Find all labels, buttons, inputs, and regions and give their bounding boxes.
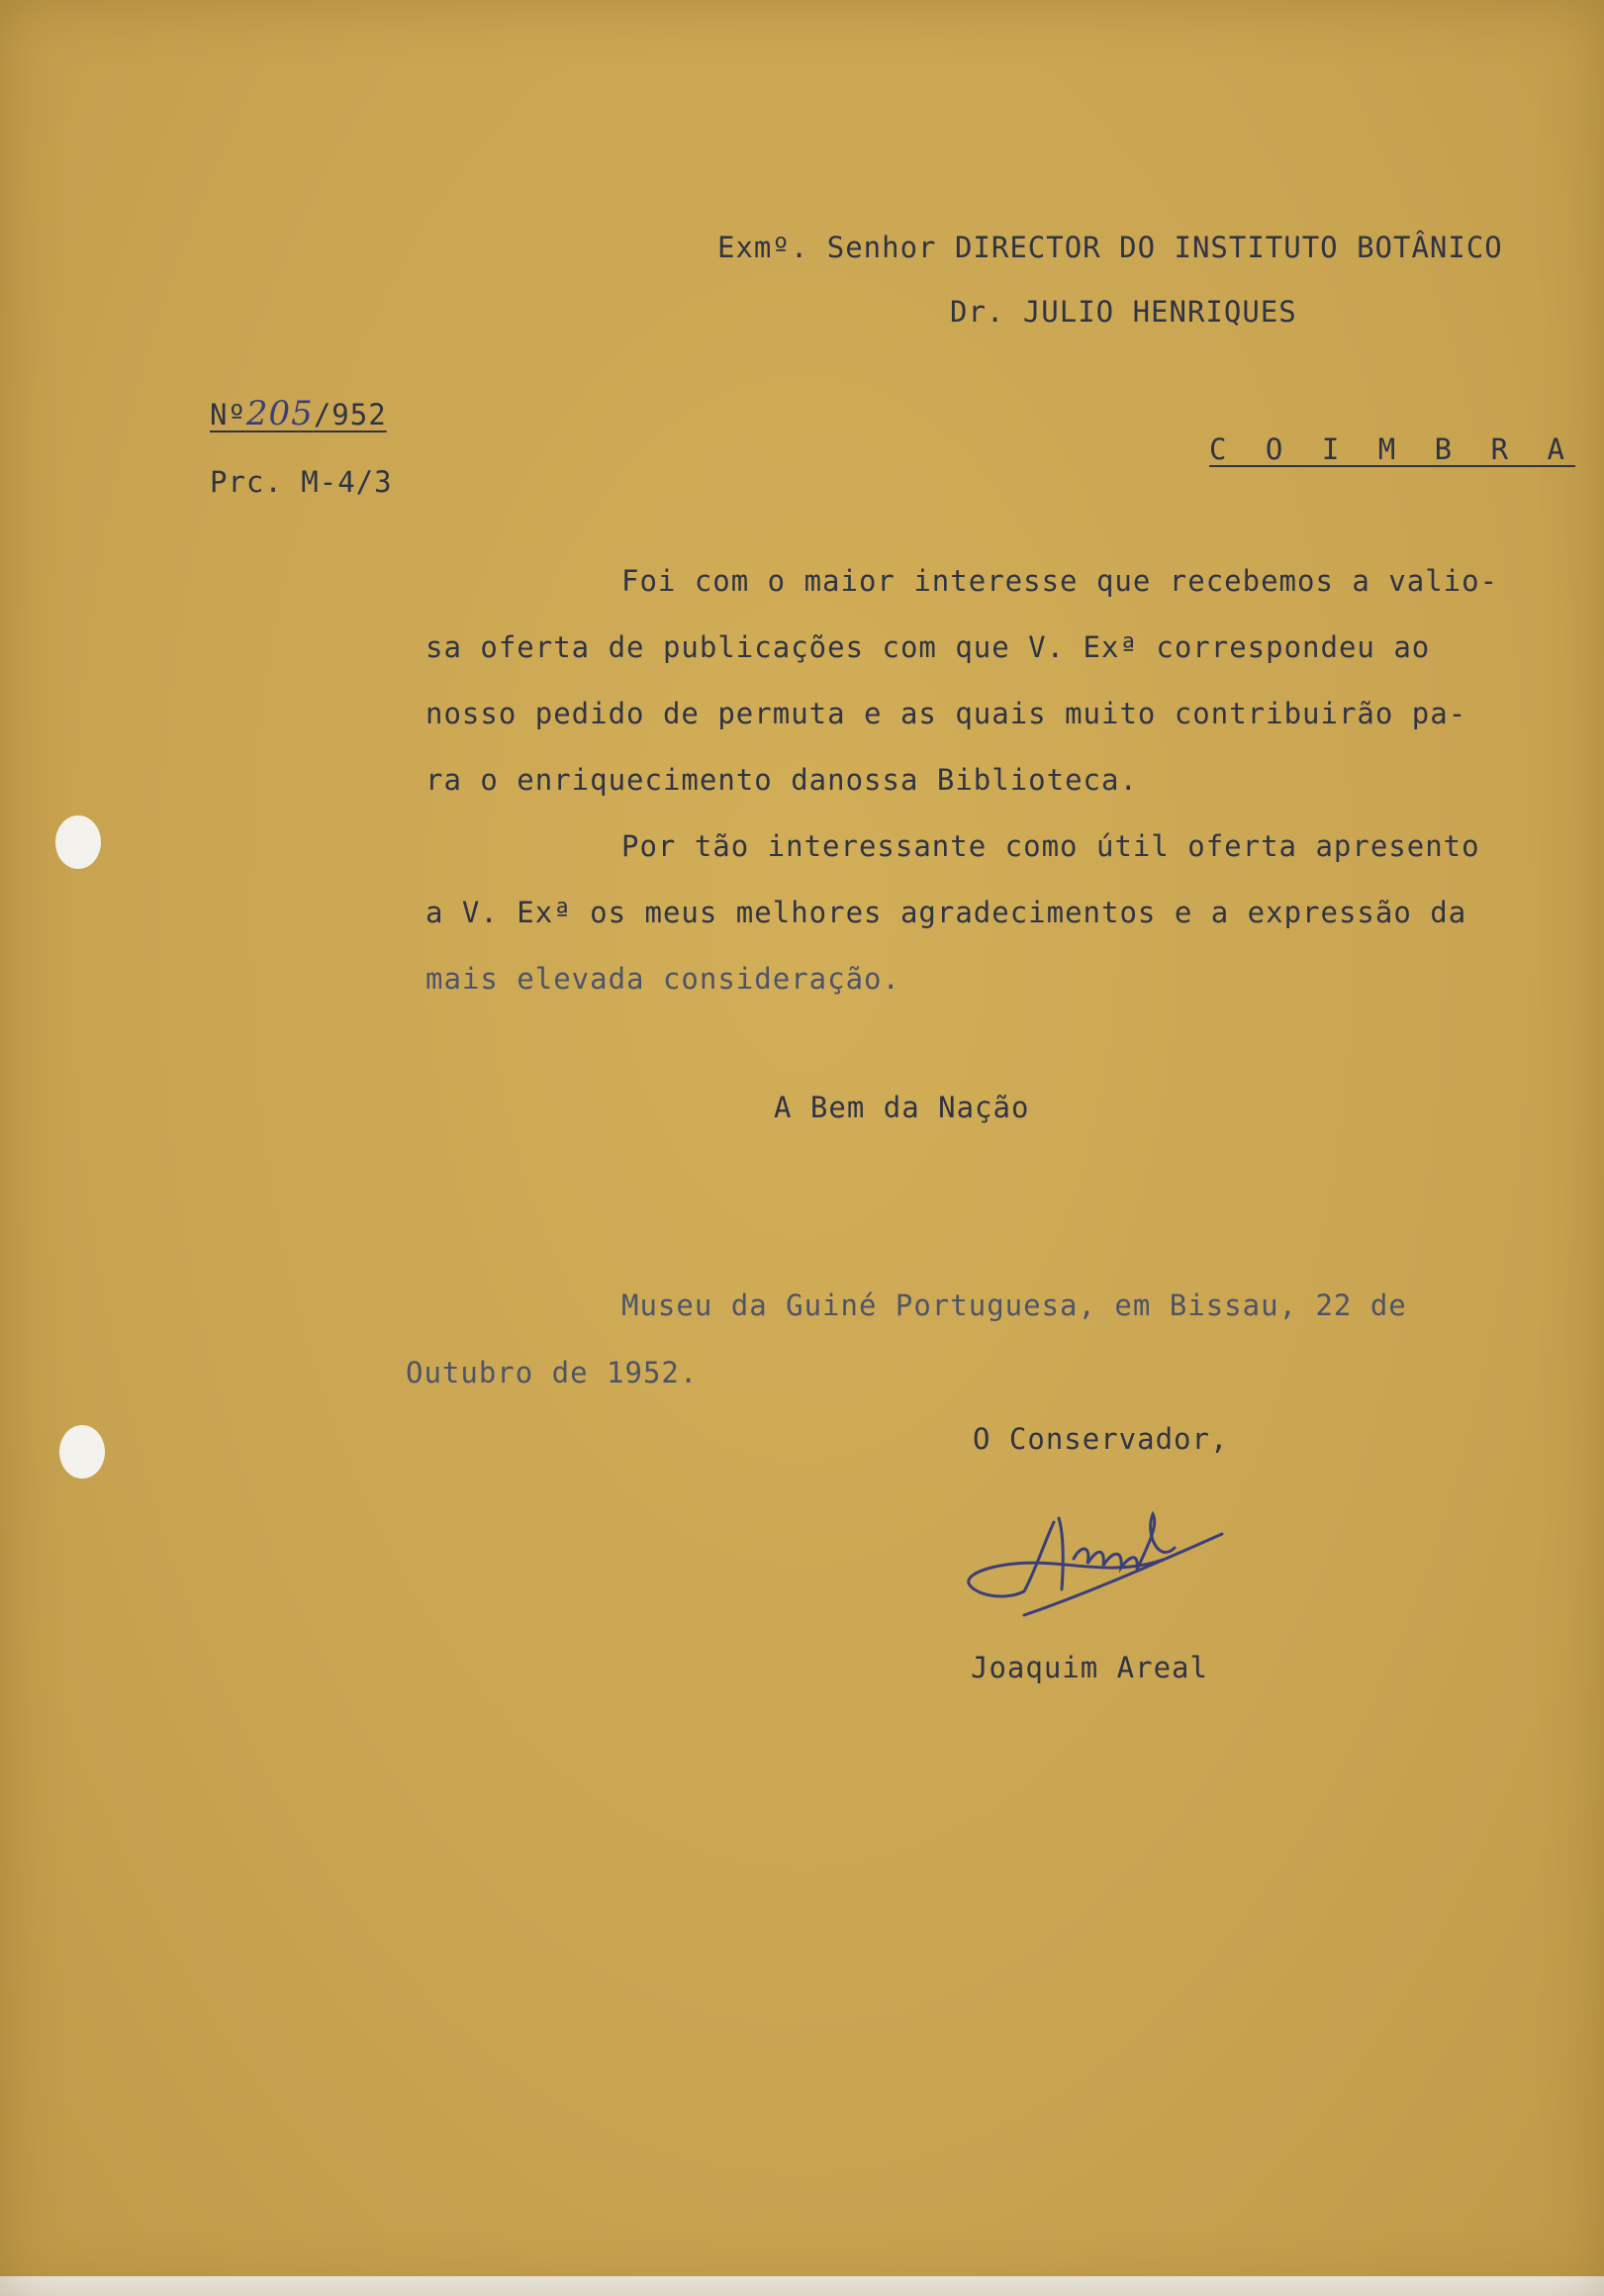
- city-heading: C O I M B R A: [1209, 432, 1575, 466]
- reference-handwritten-number: 205: [245, 394, 314, 433]
- body-line-1: Foi com o maior interesse que recebemos a valio-: [621, 564, 1499, 598]
- body-line-3: nosso pedido de permuta e as quais muito contribuirão pa-: [425, 697, 1467, 730]
- punch-hole-upper: [55, 815, 101, 869]
- reference-number: [210, 394, 387, 433]
- handwritten-signature: [965, 1504, 1262, 1633]
- body-line-2: sa oferta de publicações com que V. Exª correspondeu ao: [425, 630, 1431, 664]
- body-line-5: Por tão interessante como útil oferta apresento: [621, 829, 1480, 863]
- signatory-name: Joaquim Areal: [971, 1651, 1208, 1684]
- addressee-line-1: Exmº. Senhor DIRECTOR DO INSTITUTO BOTÂNICO: [717, 231, 1503, 264]
- signature-title: O Conservador,: [973, 1422, 1229, 1456]
- place-date-line-1: Museu da Guiné Portuguesa, em Bissau, 22 de: [621, 1289, 1407, 1322]
- punch-hole-lower: [59, 1425, 105, 1479]
- reference-suffix: /952: [313, 398, 387, 431]
- scan-bottom-edge: [0, 2276, 1604, 2296]
- body-line-7: mais elevada consideração.: [425, 962, 900, 996]
- body-line-6: a V. Exª os meus melhores agradecimentos e a expressão da: [425, 896, 1467, 929]
- body-line-4: ra o enriquecimento danossa Biblioteca.: [425, 763, 1138, 797]
- salutation: A Bem da Nação: [774, 1091, 1030, 1124]
- process-reference: Prc. M-4/3: [210, 465, 393, 499]
- addressee-line-2: Dr. JULIO HENRIQUES: [950, 295, 1297, 329]
- place-date-line-2: Outubro de 1952.: [406, 1356, 699, 1389]
- reference-prefix: Nº: [210, 398, 246, 431]
